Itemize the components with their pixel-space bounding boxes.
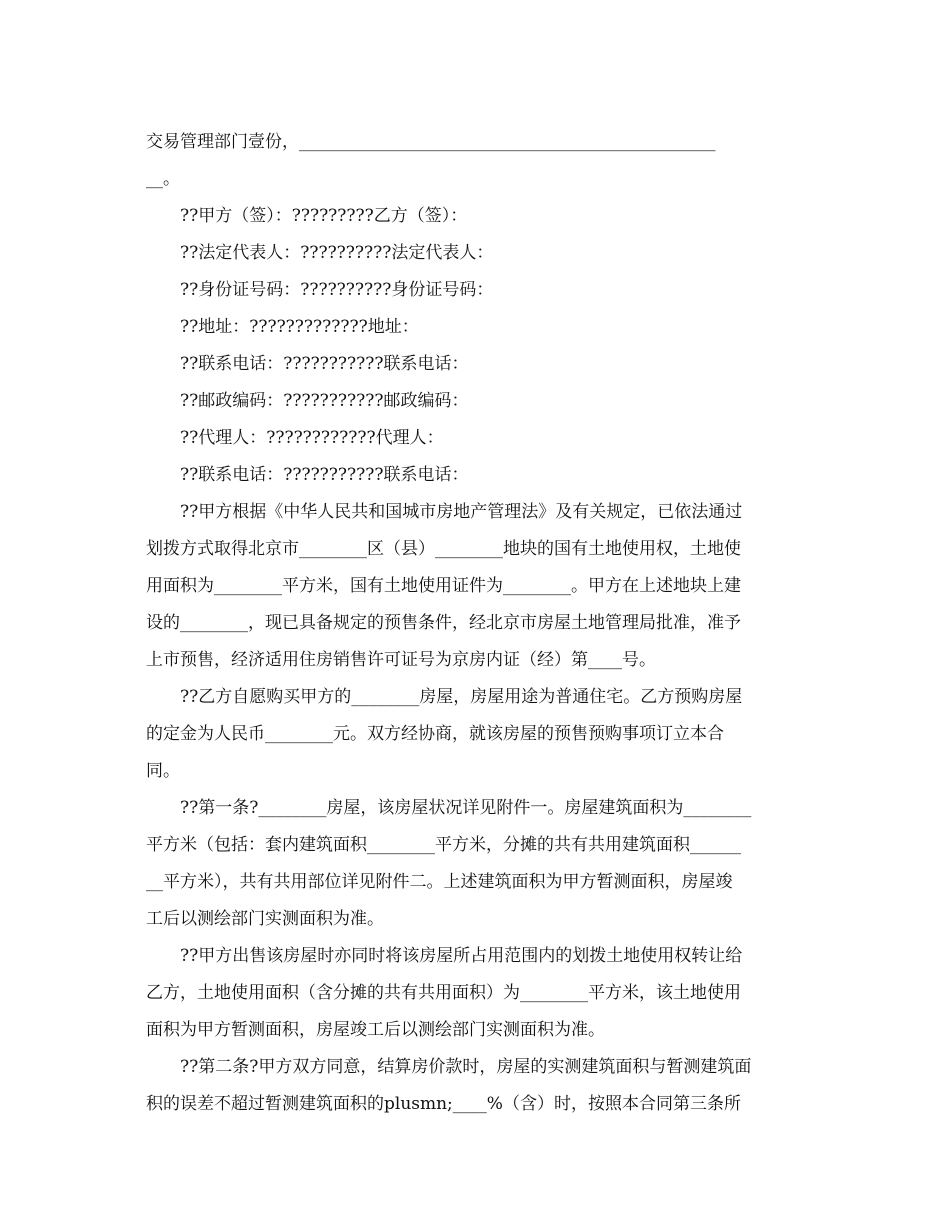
paragraph-postal-code: ??邮政编码：???????????邮政编码： <box>180 391 469 411</box>
paragraph-signature-parties: ??甲方（签）：?????????乙方（签）： <box>180 206 468 226</box>
paragraph-address: ??地址：?????????????地址： <box>180 317 419 337</box>
paragraph-agent-phone: ??联系电话：???????????联系电话： <box>180 465 469 485</box>
paragraph-article-two: ??第二条?甲方双方同意，结算房价款时，房屋的实测建筑面积与暂测建筑面 积的误差不超过暂测建筑面积的plusmn;____%（含）时，按照本合同第三条所 <box>146 1057 752 1114</box>
paragraph-land-transfer: ??甲方出售该房屋时亦同时将该房屋所占用范围内的划拨土地使用权转让给 乙方，土地使用面积（含分摊的共有共用面积）为________平方米，该土地使用 面积为甲方暂测面积，房屋竣工后以测绘部门实测面积为准。 <box>146 946 743 1040</box>
paragraph-agent: ??代理人：????????????代理人： <box>180 428 444 448</box>
paragraph-land-use-rights: ??甲方根据《中华人民共和国城市房地产管理法》及有关规定，已依法通过 划拨方式取得北京市________区（县）________地块的国有土地使用权，土地使 用面积为________平方米，国有土地使用证件为________。甲方在上述地块上建 设的________，现已具备规定的预售条件，经北京市房屋土地管理局批准，准予 上市预售，经济适用住房销售许可证号为京房内证（经）第____号。 <box>146 502 743 670</box>
paragraph-copy-distribution: 交易管理部门壹份，_________________________________________________ __。 <box>146 132 716 189</box>
paragraph-article-one: ??第一条?________房屋，该房屋状况详见附件一。房屋建筑面积为________ 平方米（包括：套内建筑面积________平方米，分摊的共有共用建筑面积______ __平方米），共有共用部位详见附件二。上述建筑面积为甲方暂测面积，房屋竣 工后以测绘部门实测面积为准。 <box>146 798 752 929</box>
document-body <box>146 124 810 1123</box>
paragraph-purchase-deposit: ??乙方自愿购买甲方的________房屋，房屋用途为普通住宅。乙方预购房屋 的定金为人民币________元。双方经协商，就该房屋的预售预购事项订立本合 同。 <box>146 687 743 781</box>
paragraph-phone: ??联系电话：???????????联系电话： <box>180 354 469 374</box>
paragraph-id-number: ??身份证号码：??????????身份证号码： <box>180 280 494 300</box>
paragraph-legal-representative: ??法定代表人：??????????法定代表人： <box>180 243 494 263</box>
